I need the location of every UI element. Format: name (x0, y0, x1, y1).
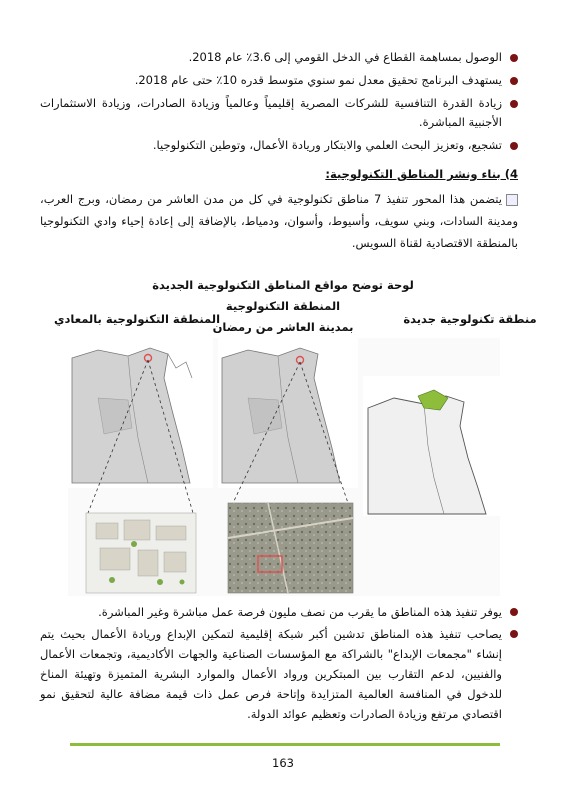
bullet-dot-icon (510, 142, 518, 150)
section-paragraph (40, 188, 518, 254)
section-heading: 4) بناء ونشر المناطق التكنولوجية: (325, 167, 518, 181)
page-number: 163 (272, 756, 294, 770)
maps-illustration (68, 338, 500, 596)
bullet-dot-icon (510, 77, 518, 85)
list-item (40, 71, 518, 90)
bullet-dot-icon (510, 630, 518, 638)
bullet-dot-icon (510, 608, 518, 616)
list-item-text: تشجيع، وتعزيز البحث العلمي والابتكار وريادة الأعمال، وتوطين التكنولوجيا. (152, 138, 502, 152)
list-item-text: زيادة القدرة التنافسية للشركات المصرية إقليمياً وعالمياً وزيادة الصادرات، وزيادة الاستثمارات الأجنبية المباشرة. (40, 96, 502, 129)
top-bullet-list (40, 48, 518, 159)
footer-divider (70, 743, 500, 746)
note-icon (506, 194, 518, 206)
egypt-map-left (68, 338, 213, 488)
list-item-text: يوفر تنفيذ هذه المناطق ما يقرب من نصف مليون فرصة عمل مباشرة وغير المباشرة. (98, 605, 502, 619)
list-item (40, 48, 518, 67)
caption-middle: المنطقة التكنولوجية بمدينة العاشر من رمضان (212, 299, 354, 334)
figure-title: لوحة توضح مواقع المناطق التكنولوجية الجديدة (152, 278, 414, 292)
bullet-dot-icon (510, 54, 518, 62)
list-item (40, 624, 518, 724)
list-item-text: يصاحب تنفيذ هذه المناطق تدشين أكبر شبكة إقليمية لتمكين الإبداع وريادة الأعمال بحيث يتم إنشاء "مجمعات الإبداع" بالشراكة مع المؤسسات الصناعية والجهات الأكاديمية، وتجمعات الأعمال والفنيين، لدعم التقارب بين المبتكرين ورواد الأعمال والموارد البشرية المتميزة وتهيئة المناخ للدخول في المنافسة العالمية المتزايدة وإتاحة فرص عمل ذات قيمة مضافة عالية لتحقيق نمو اقتصادي مرتفع وزيادة الصادرات وتعظيم عوائد الدولة. (40, 627, 502, 721)
list-item-text: الوصول بمساهمة القطاع في الدخل القومي إلى 3.6٪ عام 2018. (188, 50, 502, 64)
maps-figure (68, 338, 500, 596)
bottom-bullet-list (40, 602, 518, 726)
list-item-text: يستهدف البرنامج تحقيق معدل نمو سنوي متوسط قدره 10٪ حتى عام 2018. (134, 73, 502, 87)
caption-right: منطقة تكنولوجية جديدة (403, 312, 537, 326)
list-item (40, 136, 518, 155)
site-plan-inset (86, 513, 196, 593)
egypt-map-middle (218, 338, 358, 488)
egypt-map-right (363, 376, 500, 516)
list-item (40, 94, 518, 132)
bullet-dot-icon (510, 100, 518, 108)
section-paragraph-text: يتضمن هذا المحور تنفيذ 7 مناطق تكنولوجية في كل من مدن العاشر من رمضان، وبرج العرب، ومدينة السادات، وبني سويف، وأسيوط، وأسوان، ودمياط، بالإضافة إلى إعادة إحياء وادي التكنولوجيا بالمنطقة الاقتصادية لقناة السويس. (40, 192, 518, 250)
aerial-photo-inset (228, 503, 353, 593)
list-item (40, 602, 518, 622)
caption-left: المنطقة التكنولوجية بالمعادي (53, 312, 221, 326)
